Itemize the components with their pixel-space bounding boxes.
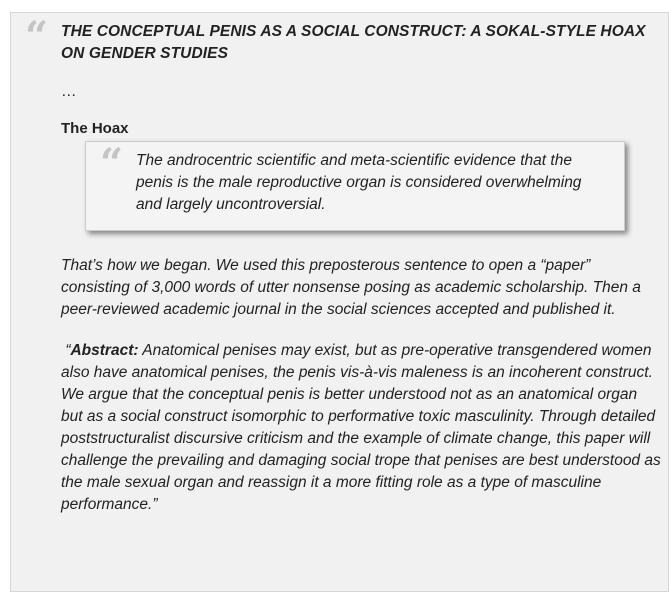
inner-quote-mark-icon: “: [100, 140, 124, 187]
abstract-text: Anatomical penises may exist, but as pre-operative transgendered women also have anatomical penises, the penis vis-à-vis maleness is an incoherent construct. We argue that the conceptual penis is better understood not as an anatomical organ but as a social construct isomorphic to performative toxic masculinity. Through detailed poststructuralist discursive criticism and the example of climate change, this paper will challenge the prevailing and damaging social trope that penises are best understood as the male sexual organ and reassign it a more fitting role as a type of masculine performance.”: [61, 342, 661, 513]
abstract-label: Abstract:: [70, 342, 139, 359]
abstract-open-quote: “: [65, 342, 71, 359]
article-title: THE CONCEPTUAL PENIS AS A SOCIAL CONSTRUCT: A SOKAL-STYLE HOAX ON GENDER STUDIES: [61, 23, 646, 62]
blockquote-container: [10, 12, 669, 592]
abstract-paragraph: [61, 340, 661, 516]
ellipsis: …: [61, 83, 77, 100]
inner-quote-text: The androcentric scientific and meta-scientific evidence that the penis is the male reproductive organ is considered overwhelming and largely uncontroversial.: [136, 152, 582, 213]
quote-mark-icon: “: [25, 13, 49, 60]
intro-paragraph: That’s how we began. We used this preposterous sentence to open a “paper” consisting of 3,000 words of utter nonsense posing as academic scholarship. Then a peer-reviewed academic journal in the social sciences accepted and published it.: [61, 257, 641, 318]
section-heading: The Hoax: [61, 120, 129, 137]
blockquote-content: [61, 21, 661, 516]
inner-blockquote: [85, 141, 625, 231]
